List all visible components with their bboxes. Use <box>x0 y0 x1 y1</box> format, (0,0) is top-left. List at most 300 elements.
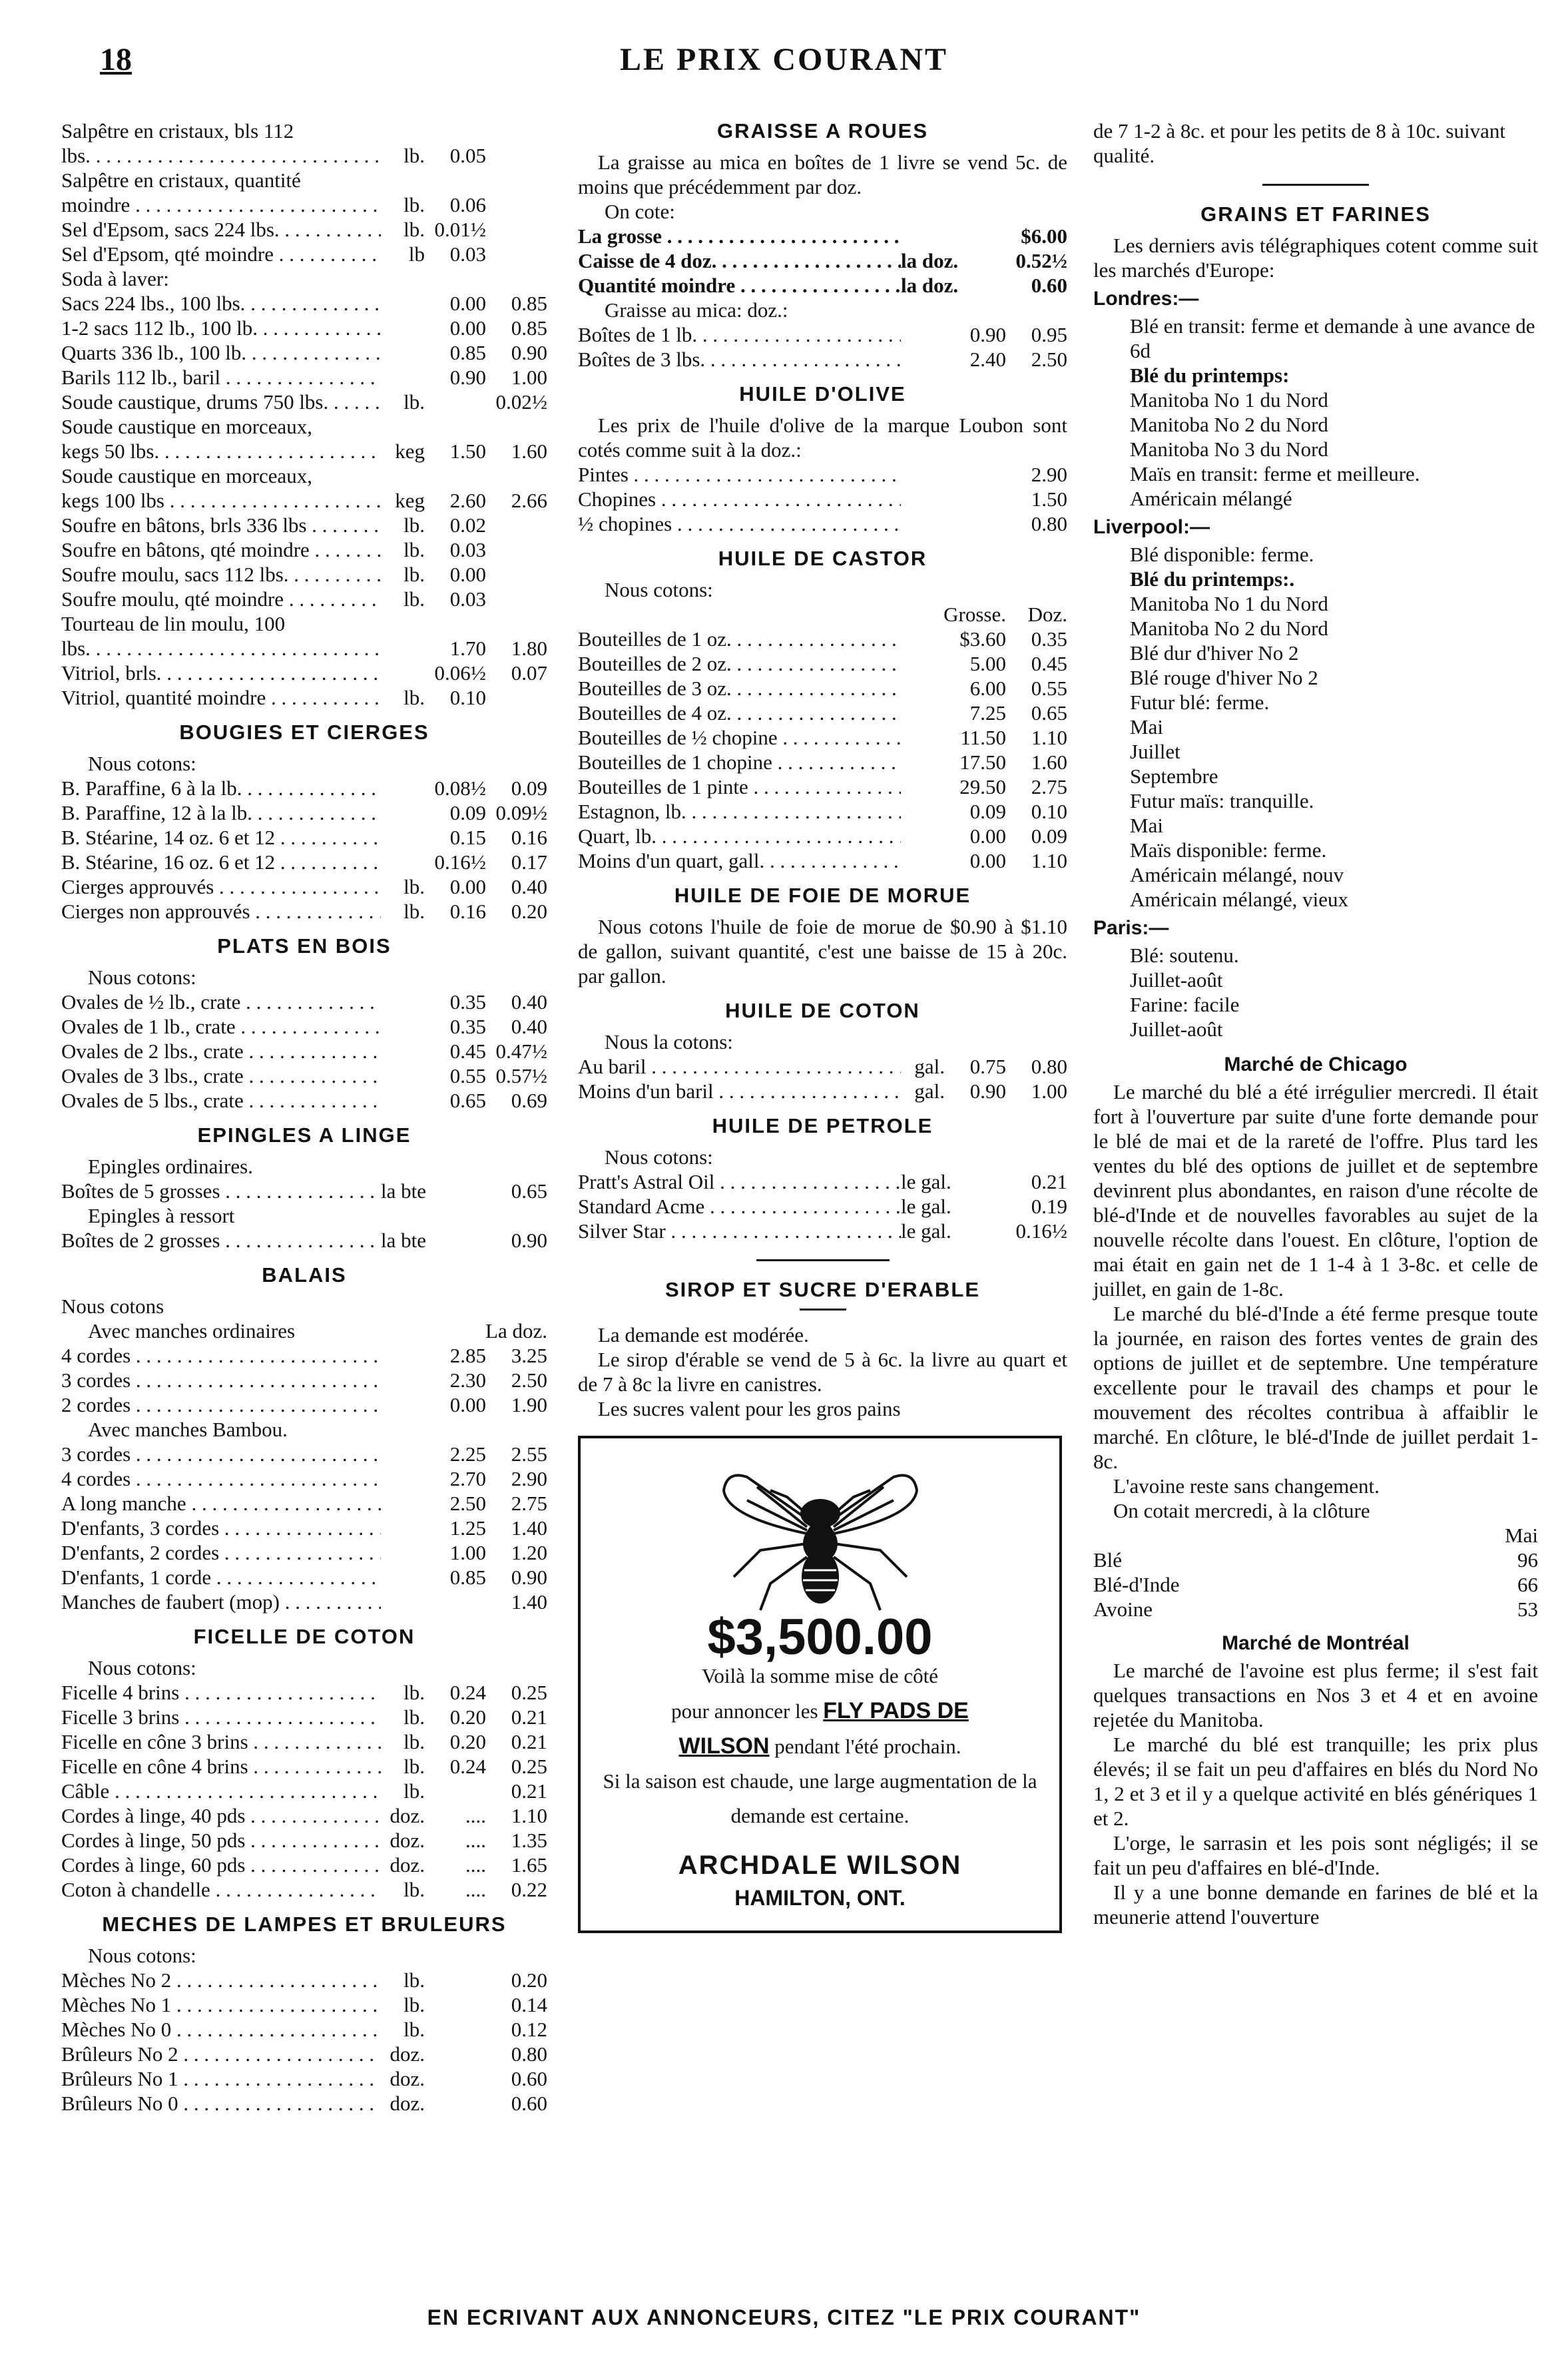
row-label: Blé-d'Inde <box>1093 1573 1180 1596</box>
market-line: Maïs en transit: ferme et meilleure. <box>1130 462 1420 485</box>
unit <box>381 1014 425 1039</box>
unit: lb. <box>403 587 425 611</box>
unit <box>381 1442 425 1466</box>
section-title-foie: HUILE DE FOIE DE MORUE <box>674 884 971 907</box>
chemicals-list <box>61 119 547 710</box>
price-high: 0.90 <box>511 341 547 364</box>
item-label: 1-2 sacs 112 lb., 100 lb. . . . <box>61 316 381 340</box>
unit <box>901 322 945 347</box>
price-row <box>61 899 547 924</box>
price-high: 1.90 <box>511 1393 547 1416</box>
price-row <box>61 611 547 636</box>
item-label: Chopines . . . <box>578 487 901 511</box>
price-high: 0.16 <box>511 826 547 849</box>
price-high: 0.85 <box>511 316 547 340</box>
price-row <box>61 661 547 685</box>
section-title-plats: PLATS EN BOIS <box>217 934 392 958</box>
price-low <box>345 168 406 192</box>
item-label: Soufre en bâtons, brls 336 lbs . . . <box>61 513 381 537</box>
item-label: ½ chopines . . . <box>578 511 901 536</box>
section-title-ficelle: FICELLE DE COTON <box>193 1625 415 1648</box>
unit: lb. <box>403 1681 425 1704</box>
item-label: B. Stéarine, 14 oz. 6 et 12 . . . <box>61 825 381 850</box>
price-low <box>425 2066 486 2091</box>
price-row <box>61 192 547 217</box>
price-row <box>578 462 1067 487</box>
ad-company: ARCHDALE WILSON <box>678 1851 962 1880</box>
unit <box>381 1088 425 1113</box>
market-line: Blé: soutenu. <box>1130 944 1239 967</box>
paragraph: Les sucres valent pour les gros pains <box>598 1397 901 1420</box>
price-row <box>578 347 1067 372</box>
price-low <box>945 1169 1006 1194</box>
divider <box>756 1259 890 1261</box>
unit: doz. <box>390 2067 425 2090</box>
price-row <box>578 676 1067 701</box>
divider <box>1262 184 1369 186</box>
price-high: 0.20 <box>511 900 547 923</box>
market-line: Futur maïs: tranquille. <box>1130 789 1314 812</box>
price-high: 1.50 <box>1031 487 1067 511</box>
unit <box>381 1063 425 1088</box>
price-low <box>945 511 1006 536</box>
item-label: Câble . . . <box>61 1779 381 1803</box>
price-row <box>61 1014 547 1039</box>
unit <box>381 1491 425 1516</box>
ad-line-3b: pendant l'été prochain. <box>769 1735 961 1758</box>
item-label: Boîtes de 3 lbs. . . . <box>578 347 901 372</box>
item-label: Bouteilles de 1 pinte . . . <box>578 774 901 799</box>
price-low <box>425 1228 486 1253</box>
price-row <box>61 414 547 439</box>
price-row <box>61 685 547 710</box>
castor-column-heads <box>578 602 1067 627</box>
item-label: B. Stéarine, 16 oz. 6 et 12 . . . <box>61 850 381 874</box>
price-high: 0.21 <box>511 1705 547 1729</box>
unit <box>901 799 945 824</box>
fly-icon <box>707 1450 933 1617</box>
price-row <box>578 774 1067 799</box>
unit: la bte <box>381 1229 426 1252</box>
item-label: Moins d'un baril . . . <box>578 1079 901 1103</box>
price-row <box>61 316 547 340</box>
price-low: 0.24 <box>449 1681 486 1704</box>
section-intro: Nous cotons: <box>605 1145 713 1169</box>
unit: lb. <box>403 1968 425 1992</box>
item-label: Sel d'Epsom, sacs 224 lbs. . . . <box>61 217 381 242</box>
price-row <box>61 1516 547 1540</box>
market-line: Mai <box>1130 814 1163 837</box>
item-label: A long manche . . . <box>61 1491 381 1516</box>
price-row <box>61 562 547 587</box>
price-row <box>61 291 547 316</box>
price-row <box>61 825 547 850</box>
unit <box>381 800 425 825</box>
market-londres: Londres:— <box>1093 288 1199 310</box>
item-label: Salpêtre en cristaux, quantité <box>61 168 301 192</box>
price-low: 0.00 <box>449 1393 486 1416</box>
price-low <box>945 462 1006 487</box>
item-label: Soufre en bâtons, qté moindre . . . <box>61 537 381 562</box>
meches-list <box>61 1968 547 2116</box>
price-high: 0.16½ <box>1015 1219 1067 1243</box>
item-label: Brûleurs No 0 . . . <box>61 2091 381 2116</box>
price-low: 0.35 <box>449 1015 486 1038</box>
item-label: Ovales de 3 lbs., crate . . . <box>61 1063 381 1088</box>
price-high: 2.50 <box>1031 348 1067 371</box>
price-row <box>61 1343 547 1368</box>
section-title-olive: HUILE D'OLIVE <box>739 382 906 406</box>
price-high <box>486 685 547 710</box>
ficelle-list <box>61 1680 547 1902</box>
item-label: 4 cordes . . . <box>61 1343 381 1368</box>
price-high: 1.60 <box>1031 750 1067 774</box>
bougies-list <box>61 776 547 924</box>
unit: lb. <box>403 1993 425 2016</box>
item-label: Coton à chandelle . . . <box>61 1877 381 1902</box>
price-low: 2.30 <box>449 1368 486 1392</box>
section-intro: Nous cotons: <box>88 752 196 775</box>
price-low: 0.16 <box>449 900 486 923</box>
unit: keg <box>395 440 425 463</box>
price-high <box>486 242 547 266</box>
unit <box>381 825 425 850</box>
price-row <box>61 1729 547 1754</box>
price-row <box>61 488 547 513</box>
price-row <box>61 266 547 291</box>
section-title-grains: GRAINS ET FARINES <box>1200 202 1431 226</box>
item-label: Bouteilles de ½ chopine . . . <box>578 725 901 750</box>
price-low <box>425 390 486 414</box>
item-label: Soufre moulu, sacs 112 lbs. . . . <box>61 562 381 587</box>
paragraph: Le marché du blé est tranquille; les prix plus élevés; il se fait un peu d'affaires en blés du Nord No 1, 2 et 3 et il y a quelque activité en blés génériques 1 et 2. <box>1093 1733 1538 1830</box>
section-intro: Nous cotons <box>61 1295 164 1318</box>
graisse-list <box>578 224 1067 298</box>
item-label: Ovales de ½ lb., crate . . . <box>61 990 381 1014</box>
unit: keg <box>395 489 425 512</box>
price-low: 17.50 <box>959 750 1006 774</box>
price-row <box>61 513 547 537</box>
price-low <box>356 414 417 439</box>
price-low: 7.25 <box>969 701 1006 725</box>
price-high: 0.09 <box>511 776 547 800</box>
balais-list-1 <box>61 1343 547 1417</box>
price-high: 0.10 <box>1031 800 1067 823</box>
item-label: B. Paraffine, 12 à la lb. . . . <box>61 800 381 825</box>
price-low <box>425 1590 486 1614</box>
price-high: 2.90 <box>1031 463 1067 486</box>
item-label: Soude caustique en morceaux, <box>61 464 313 487</box>
price-low: 0.65 <box>449 1089 486 1112</box>
price-low <box>329 611 390 636</box>
petrole-list <box>578 1169 1067 1243</box>
page-number: 18 <box>100 42 132 77</box>
price-low: 0.06 <box>449 193 486 216</box>
price-low: 2.40 <box>969 348 1006 371</box>
price-row <box>61 1442 547 1466</box>
price-low: .... <box>465 1829 486 1852</box>
price-low <box>356 463 417 488</box>
price-row <box>61 1590 547 1614</box>
item-label: Ovales de 5 lbs., crate . . . <box>61 1088 381 1113</box>
price-row <box>61 1228 547 1253</box>
market-line: Juillet-août <box>1130 1018 1223 1041</box>
unit: lb. <box>403 1730 425 1753</box>
price-high: 0.25 <box>511 1681 547 1704</box>
item-label: Silver Star . . . <box>578 1219 901 1243</box>
item-label: Quart, lb. . . . <box>578 824 901 848</box>
unit: lb. <box>403 513 425 537</box>
item-label: Moins d'un quart, gall. . . . <box>578 848 901 873</box>
price-low: 1.00 <box>449 1541 486 1564</box>
unit <box>381 316 425 340</box>
price-low: 0.00 <box>449 563 486 586</box>
price-low: 0.03 <box>449 242 486 266</box>
price-row <box>61 340 547 365</box>
section-intro: Nous cotons: <box>88 1656 196 1679</box>
price-low: 0.09 <box>449 801 486 824</box>
price-high: 2.55 <box>511 1442 547 1466</box>
market-line: Manitoba No 1 du Nord <box>1130 388 1328 412</box>
market-line: Futur blé: ferme. <box>1130 691 1270 714</box>
price-low: 2.85 <box>449 1344 486 1367</box>
price-low: 1.50 <box>449 440 486 463</box>
item-label: Ficelle 3 brins . . . <box>61 1705 381 1729</box>
price-high: 0.35 <box>1031 627 1067 651</box>
unit <box>901 347 945 372</box>
item-label: Soda à laver: <box>61 267 169 290</box>
unit <box>901 774 945 799</box>
price-high: 0.60 <box>511 2092 547 2115</box>
price-row <box>61 1540 547 1565</box>
price-row <box>61 537 547 562</box>
item-label: Cordes à linge, 50 pds . . . <box>61 1828 381 1853</box>
advertisement <box>578 1436 1062 1933</box>
unit <box>381 990 425 1014</box>
item-label: Soude caustique, drums 750 lbs. . . . <box>61 390 381 414</box>
price-low: 0.00 <box>969 824 1006 848</box>
item-label: lbs. . . . <box>61 636 381 661</box>
price-low: 0.90 <box>449 366 486 389</box>
unit <box>901 725 945 750</box>
price-low: 2.50 <box>449 1492 486 1515</box>
item-label: 4 cordes . . . <box>61 1466 381 1491</box>
price-low: 0.16½ <box>434 850 486 874</box>
price-low: 0.55 <box>449 1064 486 1087</box>
price-high: 0.21 <box>511 1730 547 1753</box>
price-row <box>61 1680 547 1705</box>
balais-subheader <box>61 1319 547 1343</box>
epingles-list-2 <box>61 1228 547 1253</box>
unit: lb. <box>403 1705 425 1729</box>
section-intro: Nous cotons: <box>88 1944 196 1967</box>
unit <box>901 750 945 774</box>
item-label: Sel d'Epsom, qté moindre . . . <box>61 242 381 266</box>
item-label: moindre . . . <box>61 192 381 217</box>
item-label: Caisse de 4 doz. . . . <box>578 248 901 273</box>
price-high: 0.21 <box>511 1779 547 1803</box>
unit <box>381 291 425 316</box>
price-high: 1.10 <box>511 1804 547 1827</box>
price-row <box>61 390 547 414</box>
unit <box>381 776 425 800</box>
price-low: 0.85 <box>449 1566 486 1589</box>
price-low: 0.20 <box>449 1730 486 1753</box>
price-high <box>486 513 547 537</box>
price-low: 0.00 <box>969 849 1006 872</box>
unit <box>381 1516 425 1540</box>
paragraph: Nous cotons l'huile de foie de morue de $0.90 à $1.10 de gallon, suivant quantité, c'est une baisse de 15 à 20c. par gallon. <box>578 915 1067 988</box>
price-low <box>945 1194 1006 1219</box>
price-high: 0.85 <box>511 292 547 315</box>
unit <box>381 1039 425 1063</box>
paragraph: Il y a une bonne demande en farines de blé et la meunerie attend l'ouverture <box>1093 1881 1538 1928</box>
paragraph: L'orge, le sarrasin et les pois sont négligés; il se fait un peu d'affaires en blé-d'Inde. <box>1093 1831 1538 1879</box>
unit <box>381 1392 425 1417</box>
subheading: Graisse au mica: doz.: <box>605 298 788 322</box>
price-row <box>61 1491 547 1516</box>
item-label: B. Paraffine, 6 à la lb. . . . <box>61 776 381 800</box>
item-label: Vitriol, quantité moindre . . . <box>61 685 381 710</box>
price-low: 0.75 <box>969 1055 1006 1078</box>
price-row <box>61 168 547 192</box>
price-low: 0.09 <box>969 800 1006 823</box>
unit <box>901 824 945 848</box>
item-label: Boîtes de 2 grosses . . . <box>61 1228 381 1253</box>
item-label: Ficelle en cône 3 brins . . . <box>61 1729 381 1754</box>
price-row <box>61 1992 547 2017</box>
price-low: 11.50 <box>960 726 1006 749</box>
price-row <box>61 800 547 825</box>
price-low: 0.05 <box>449 144 486 167</box>
item-label: Vitriol, brls. . . . <box>61 661 381 685</box>
price-low <box>945 487 1006 511</box>
price-high: 0.09½ <box>495 801 547 824</box>
ad-city: HAMILTON, ONT. <box>734 1886 906 1910</box>
market-line: Blé rouge d'hiver No 2 <box>1130 666 1318 689</box>
item-label: Mèches No 0 . . . <box>61 2017 381 2042</box>
unit: lb. <box>403 686 425 709</box>
item-label: Bouteilles de 2 oz. . . . <box>578 651 901 676</box>
price-low <box>945 224 1006 248</box>
price-high: 0.45 <box>1031 652 1067 675</box>
section-title-montreal: Marché de Montréal <box>1222 1632 1410 1654</box>
price-high: 0.60 <box>511 2067 547 2090</box>
unit: gal. <box>914 1055 945 1078</box>
price-row <box>578 1219 1067 1243</box>
item-label: Quantité moindre . . . <box>578 273 901 298</box>
price-low <box>213 266 274 291</box>
ad-amount: $3,500.00 <box>707 1609 933 1665</box>
price-low: 0.00 <box>449 292 486 315</box>
price-high: 0.07 <box>511 661 547 685</box>
price-low: 0.20 <box>449 1705 486 1729</box>
price-row <box>61 1466 547 1491</box>
unit: lb. <box>403 563 425 586</box>
item-label: Quarts 336 lb., 100 lb. . . . <box>61 340 381 365</box>
column-head: Doz. <box>1027 603 1067 626</box>
item-label: D'enfants, 1 corde . . . <box>61 1565 381 1590</box>
price-low <box>425 1968 486 1992</box>
unit: le gal. <box>901 1195 951 1218</box>
price-high: 1.10 <box>1031 726 1067 749</box>
unit <box>381 1590 425 1614</box>
price-low: 2.25 <box>449 1442 486 1466</box>
price-high <box>390 611 451 636</box>
chicago-row <box>1093 1597 1538 1622</box>
price-row <box>61 1039 547 1063</box>
item-label: Bouteilles de 4 oz. . . . <box>578 701 901 725</box>
unit: lb. <box>403 1878 425 1901</box>
paragraph: Le sirop d'érable se vend de 5 à 6c. la livre au quart et de 7 à 8c la livre en canistres. <box>578 1348 1067 1396</box>
item-label: Ovales de 2 lbs., crate . . . <box>61 1039 381 1063</box>
item-label: Tourteau de lin moulu, 100 <box>61 612 286 635</box>
price-low: 0.00 <box>449 875 486 898</box>
section-title-graisse: GRAISSE A ROUES <box>716 119 929 143</box>
price-low: 5.00 <box>969 652 1006 675</box>
price-low <box>425 2017 486 2042</box>
price-row <box>61 1779 547 1803</box>
price-high: 0.65 <box>1031 701 1067 725</box>
unit <box>381 661 425 685</box>
unit <box>901 511 945 536</box>
column-head: Mai <box>1505 1524 1538 1547</box>
item-label: D'enfants, 2 cordes . . . <box>61 1540 381 1565</box>
section-intro: On cote: <box>605 200 675 223</box>
price-high: 2.75 <box>1031 775 1067 798</box>
price-row <box>578 1169 1067 1194</box>
unit: doz. <box>390 1853 425 1877</box>
paragraph: Les derniers avis télégraphiques cotent comme suit les marchés d'Europe: <box>1093 234 1538 282</box>
price-high <box>486 217 547 242</box>
price-high <box>274 266 336 291</box>
price-low: 1.70 <box>449 637 486 660</box>
price-low <box>425 1179 486 1203</box>
section-title-castor: HUILE DE CASTOR <box>718 547 927 570</box>
price-low: 0.03 <box>449 538 486 561</box>
price-high: 1.00 <box>1031 1079 1067 1103</box>
price-row <box>61 1853 547 1877</box>
castor-list <box>578 627 1067 873</box>
price-high <box>486 537 547 562</box>
price-row <box>578 848 1067 873</box>
item-label: Brûleurs No 2 . . . <box>61 2042 381 2066</box>
item-label: Pratt's Astral Oil . . . <box>578 1169 901 1194</box>
item-label: Cordes à linge, 60 pds . . . <box>61 1853 381 1877</box>
market-line: Manitoba No 1 du Nord <box>1130 592 1328 615</box>
market-line: Manitoba No 2 du Nord <box>1130 413 1328 436</box>
unit: lb. <box>403 144 425 167</box>
unit <box>381 850 425 874</box>
price-low: 0.06½ <box>434 661 486 685</box>
price-high: 0.40 <box>511 990 547 1014</box>
price-row <box>578 651 1067 676</box>
market-liverpool: Liverpool:— <box>1093 516 1210 538</box>
price-high: 0.52½ <box>1015 249 1067 272</box>
price-low <box>425 2042 486 2066</box>
price-high: 0.69 <box>511 1089 547 1112</box>
ad-line-4: Si la saison est chaude, une large augmentation de la demande est certaine. <box>603 1769 1037 1827</box>
graisse-list-2 <box>578 322 1067 372</box>
item-label: Ficelle 4 brins . . . <box>61 1680 381 1705</box>
price-high: 0.02½ <box>495 390 547 414</box>
price-high: 2.50 <box>511 1368 547 1392</box>
unit <box>901 701 945 725</box>
price-row <box>578 1079 1067 1103</box>
price-high: 1.40 <box>511 1590 547 1614</box>
price-row <box>578 511 1067 536</box>
price-high <box>486 143 547 168</box>
